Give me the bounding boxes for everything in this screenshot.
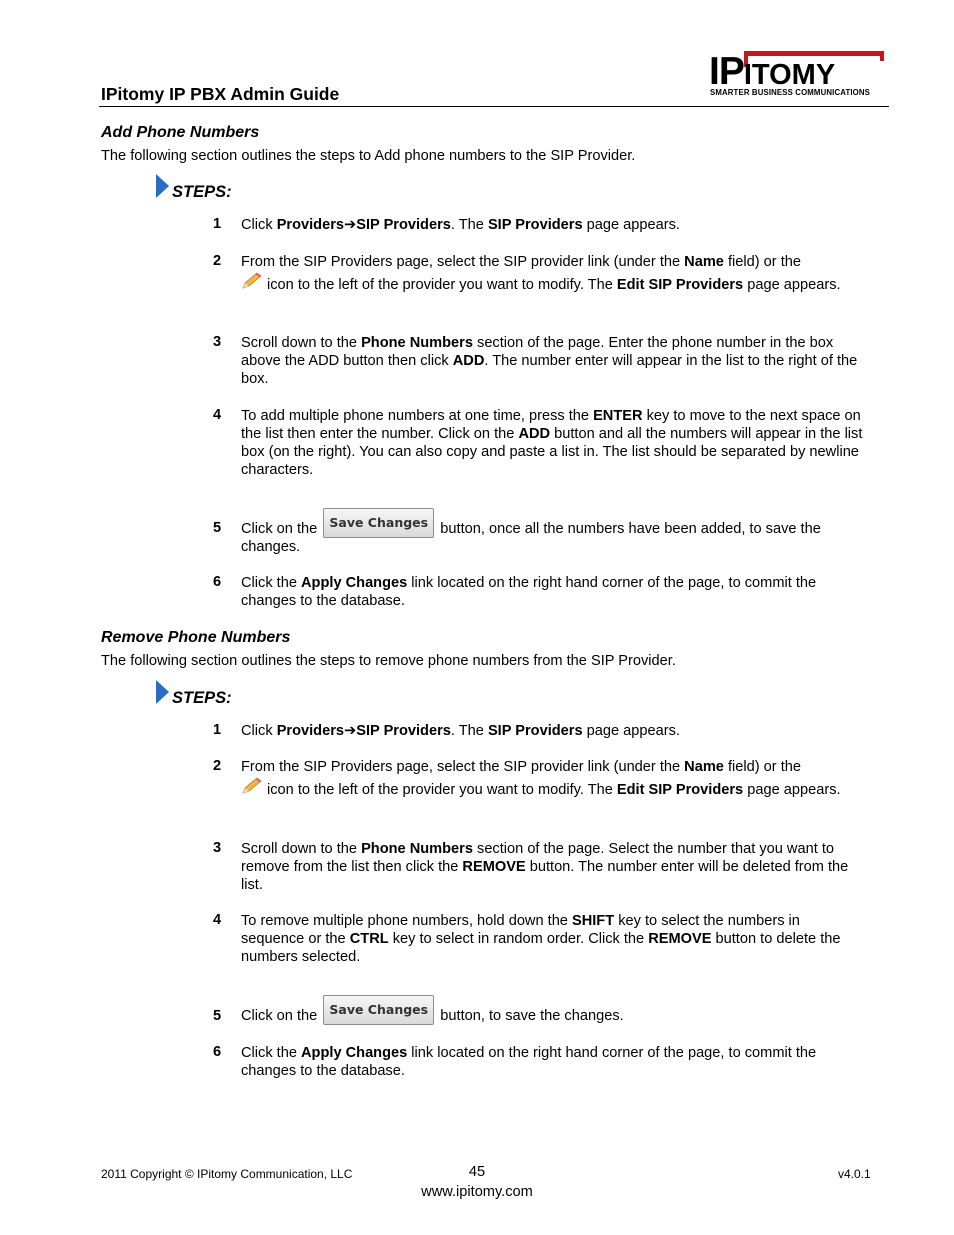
save-changes-button[interactable]: Save Changes <box>323 995 434 1025</box>
add-step-1: Click Providers➔SIP Providers. The SIP Providers page appears. <box>241 217 680 233</box>
remove-step-number: 5 <box>213 1008 222 1024</box>
remove-section-intro: The following section outlines the steps to remove phone numbers from the SIP Provider. <box>101 653 676 669</box>
remove-step-number: 4 <box>213 912 222 928</box>
remove-steps-heading: STEPS: <box>156 684 232 708</box>
steps-arrow-icon <box>156 174 169 198</box>
footer-copyright: 2011 Copyright © IPitomy Communication, LLC <box>101 1167 353 1181</box>
remove-step-5: Click on the Save Changes button, to save the changes. <box>241 989 866 1025</box>
remove-step-4: To remove multiple phone numbers, hold down the SHIFT key to select the numbers in sequence or the CTRL key to select in random order. Click the REMOVE button to delete the numbers selected. <box>241 913 841 965</box>
footer-url: www.ipitomy.com <box>421 1184 533 1200</box>
logo-red-bar-right <box>880 51 884 61</box>
add-step-number: 3 <box>213 334 222 350</box>
logo-wordmark: IPITOMY <box>709 50 836 93</box>
pencil-icon <box>241 776 263 796</box>
add-step-number: 6 <box>213 574 222 590</box>
add-step-5: Click on the Save Changes button, once all the numbers have been added, to save the changes. <box>241 502 866 556</box>
remove-section-title: Remove Phone Numbers <box>101 629 291 646</box>
remove-step-6: Click the Apply Changes link located on the right hand corner of the page, to commit the changes to the database. <box>241 1045 817 1079</box>
add-step-number: 1 <box>213 216 222 232</box>
remove-step-number: 6 <box>213 1044 222 1060</box>
add-step-2: From the SIP Providers page, select the SIP provider link (under the Name field) or the icon to the left of the provider you want to modify. The Edit SIP Providers page appears. <box>241 254 841 293</box>
remove-step-1: Click Providers➔SIP Providers. The SIP Providers page appears. <box>241 723 680 739</box>
add-step-4: To add multiple phone numbers at one time, press the ENTER key to move to the next space on the list then enter the number. Click on the ADD button and all the numbers will appear in the list box (on the right). You can also copy and paste a list in. The list should be separated by newline characters. <box>241 408 863 478</box>
remove-step-2: From the SIP Providers page, select the SIP provider link (under the Name field) or the icon to the left of the provider you want to modify. The Edit SIP Providers page appears. <box>241 759 841 798</box>
document-title: IPitomy IP PBX Admin Guide <box>101 84 340 104</box>
remove-step-number: 1 <box>213 722 222 738</box>
logo-tagline: SMARTER BUSINESS COMMUNICATIONS <box>710 88 871 97</box>
add-step-number: 5 <box>213 520 222 536</box>
remove-step-number: 3 <box>213 840 222 856</box>
header-divider <box>99 106 889 107</box>
add-step-number: 4 <box>213 407 222 423</box>
remove-step-3: Scroll down to the Phone Numbers section of the page. Select the number that you want to remove from the list then click the REMOVE button. The number enter will be deleted from the list. <box>241 841 849 893</box>
add-steps-heading: STEPS: <box>156 178 232 202</box>
add-step-3: Scroll down to the Phone Numbers section of the page. Enter the phone number in the box above the ADD button then click ADD. The number enter will appear in the list to the right of the box. <box>241 335 858 387</box>
remove-step-number: 2 <box>213 758 222 774</box>
page-number: 45 <box>468 1164 486 1180</box>
steps-arrow-icon <box>156 680 169 704</box>
add-step-number: 2 <box>213 253 222 269</box>
add-step-6: Click the Apply Changes link located on the right hand corner of the page, to commit the changes to the database. <box>241 575 817 609</box>
ipitomy-logo <box>709 50 887 100</box>
add-section-intro: The following section outlines the steps to Add phone numbers to the SIP Provider. <box>101 148 636 164</box>
save-changes-button[interactable]: Save Changes <box>323 508 434 538</box>
pencil-icon <box>241 271 263 291</box>
footer-version: v4.0.1 <box>838 1167 871 1181</box>
add-section-title: Add Phone Numbers <box>101 124 260 141</box>
